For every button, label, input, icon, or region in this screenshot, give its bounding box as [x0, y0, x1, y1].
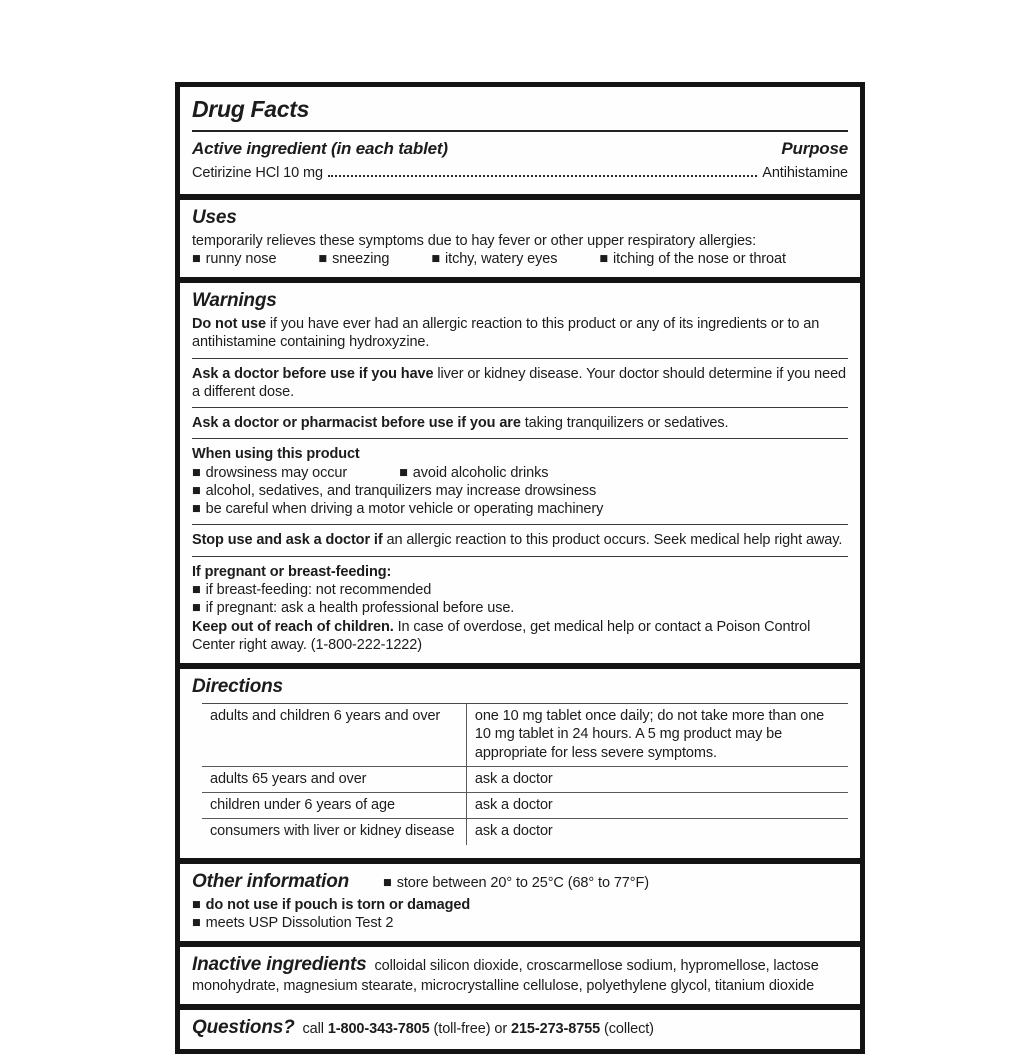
warnings-stop-use: Stop use and ask a doctor if an allergic reaction to this product occurs. Seek medical help right away. [192, 532, 843, 549]
when-using-heading: When using this product [192, 446, 360, 463]
when-using-bullet: ■ alcohol, sedatives, and tranquilizers may increase drowsiness [192, 482, 597, 499]
warnings-heading: Warnings [192, 290, 277, 312]
bullet-square-icon: ■ [192, 501, 201, 518]
directions-table [202, 703, 848, 845]
table-row [202, 704, 848, 766]
table-row [202, 818, 848, 844]
bullet-square-icon: ■ [192, 914, 201, 931]
directions-population-cell: consumers with liver or kidney disease [202, 819, 467, 844]
pregnant-bullet: ■ if breast-feeding: not recommended [192, 581, 432, 598]
drug-facts-label [175, 82, 865, 1054]
purpose-heading: Purpose [781, 138, 848, 158]
warnings-divider [192, 407, 848, 408]
warnings-divider [192, 524, 848, 525]
uses-bullet: ■ itching of the nose or throat [599, 250, 786, 267]
section-inactive-ingredients [180, 947, 860, 1004]
usp-bullet: ■ meets USP Dissolution Test 2 [192, 914, 394, 931]
bullet-square-icon: ■ [192, 896, 201, 913]
pregnant-bullets [192, 581, 848, 618]
uses-bullet-list [192, 250, 848, 268]
keep-out-of-reach: Keep out of reach of children. In case of overdose, get medical help or contact a Poison Control Center right away. (1-800-222-1222) [192, 618, 811, 653]
bullet-square-icon: ■ [192, 250, 201, 267]
section-questions [180, 1010, 860, 1049]
pregnant-bullet: ■ if pregnant: ask a health professional before use. [192, 600, 515, 617]
directions-dose-cell: ask a doctor [474, 770, 553, 787]
active-ingredient-heading: Active ingredient (in each tablet) [192, 138, 448, 158]
table-row [202, 792, 848, 818]
bullet-square-icon: ■ [399, 464, 408, 481]
when-using-bullets-row1 [192, 464, 848, 482]
warnings-divider [192, 556, 848, 557]
uses-heading: Uses [192, 206, 237, 228]
store-bullet: ■ store between 20° to 25°C (68° to 77°F) [383, 874, 649, 891]
drug-facts-title: Drug Facts [192, 96, 310, 122]
ingredient-name: Cetirizine HCl 10 mg [192, 165, 323, 182]
directions-population-cell: adults and children 6 years and over [202, 704, 467, 766]
directions-dose-cell: one 10 mg tablet once daily; do not take more than one 10 mg tablet in 24 hours. A 5 mg product may be appropriate for less severe symptoms. [474, 707, 825, 761]
warnings-divider [192, 438, 848, 439]
dotted-leader [328, 175, 757, 177]
uses-bullet: ■ runny nose [192, 250, 277, 267]
questions-contact-line: call 1-800-343-7805 (toll-free) or 215-273-8755 (collect) [302, 1021, 654, 1038]
section-title-active-ingredient [180, 87, 860, 194]
uses-bullet: ■ itchy, watery eyes [431, 250, 558, 267]
directions-dose-cell: ask a doctor [474, 823, 553, 840]
bullet-square-icon: ■ [318, 250, 328, 267]
ingredient-purpose: Antihistamine [762, 165, 848, 182]
bullet-square-icon: ■ [383, 874, 392, 891]
directions-heading: Directions [192, 676, 283, 698]
section-uses [180, 200, 860, 277]
bullet-square-icon: ■ [192, 482, 201, 499]
bullet-square-icon: ■ [431, 250, 441, 267]
directions-dose-cell: ask a doctor [474, 797, 553, 814]
active-ingredient-row [192, 161, 848, 184]
when-using-bullets [192, 482, 848, 519]
bullet-square-icon: ■ [192, 581, 201, 598]
other-info-heading: Other information [192, 870, 350, 892]
pouch-bullet: ■ do not use if pouch is torn or damaged [192, 896, 471, 913]
phone-toll-free: 1-800-343-7805 [327, 1021, 430, 1038]
questions-heading: Questions? [192, 1017, 295, 1039]
inactive-ingredients-heading: Inactive ingredients [192, 954, 367, 976]
section-other-information [180, 864, 860, 941]
uses-intro: temporarily relieves these symptoms due to hay fever or other upper respiratory allergies: [192, 232, 757, 249]
active-ingredient-header-row [192, 132, 848, 161]
when-using-bullet: ■ drowsiness may occur [192, 464, 348, 481]
bullet-square-icon: ■ [599, 250, 609, 267]
table-row [202, 766, 848, 792]
section-directions [180, 669, 860, 858]
phone-collect: 215-273-8755 [511, 1021, 601, 1038]
bullet-square-icon: ■ [192, 600, 201, 617]
warnings-do-not-use: Do not use if you have ever had an allergic reaction to this product or any of its ingredients or to an antihistamine containing hydroxyzine. [192, 316, 820, 351]
warnings-ask-pharmacist: Ask a doctor or pharmacist before use if you are taking tranquilizers or sedatives. [192, 415, 729, 432]
when-using-bullet: ■ avoid alcoholic drinks [399, 464, 549, 481]
directions-population-cell: children under 6 years of age [202, 793, 467, 818]
pregnant-heading: If pregnant or breast-feeding: [192, 563, 392, 580]
inactive-ingredients-list: colloidal silicon dioxide, croscarmellose sodium, hypromellose, lactose monohydrate, magnesium stearate, microcrystalline cellulose, polyethylene glycol, titanium dioxide [192, 958, 819, 994]
directions-population-cell: adults 65 years and over [202, 767, 467, 792]
other-info-bullets [192, 896, 848, 933]
section-warnings [180, 283, 860, 663]
when-using-bullet: ■ be careful when driving a motor vehicle or operating machinery [192, 501, 604, 518]
warnings-ask-doctor: Ask a doctor before use if you have liver or kidney disease. Your doctor should determine if you need a different dose. [192, 365, 847, 400]
other-info-header-row [192, 870, 848, 896]
bullet-square-icon: ■ [192, 464, 201, 481]
uses-bullet: ■ sneezing [318, 250, 390, 267]
warnings-divider [192, 358, 848, 359]
